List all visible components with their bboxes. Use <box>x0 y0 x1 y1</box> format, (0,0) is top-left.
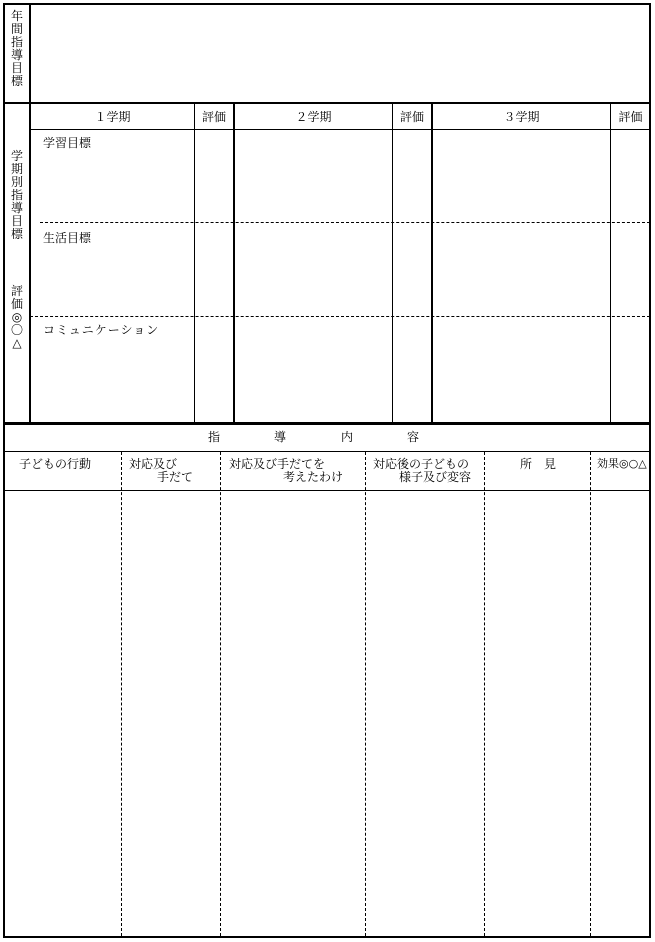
response-header-line1: 対応及び <box>129 457 178 471</box>
guidance-title-char-1: 指 <box>208 430 221 444</box>
col-divider-3 <box>365 452 366 936</box>
term1-eval-header: 評価 <box>201 110 226 124</box>
guidance-title-char-4: 容 <box>407 430 420 444</box>
findings-field[interactable] <box>486 492 589 935</box>
life-communication-divider <box>30 316 650 317</box>
term2-eval-right <box>431 103 433 423</box>
col-divider-4 <box>484 452 485 936</box>
life-goal-label: 生活目標 <box>43 231 92 245</box>
response-field[interactable] <box>123 492 219 935</box>
term-goals-label: 学 期 別 指 導 目 標 <box>10 149 23 241</box>
study-goal-label: 学習目標 <box>43 136 92 150</box>
annual-label-divider <box>29 4 31 103</box>
findings-header: 所 見 <box>520 457 557 471</box>
guidance-title-char-3: 内 <box>341 430 354 444</box>
term2-header: ２学期 <box>295 110 332 124</box>
evaluation-legend: 評 価 ◎ 〇 △ <box>10 284 23 350</box>
annual-goals-label: 年 間 指 導 目 標 <box>10 9 23 88</box>
term2-eval-header: 評価 <box>399 110 424 124</box>
term-label-divider <box>29 103 31 423</box>
term2-eval-left <box>392 103 393 423</box>
effect-header: 効果◎○△ <box>597 457 647 470</box>
communication-goal-label: コミュニケーション <box>43 323 160 337</box>
term3-eval-left <box>610 103 611 423</box>
term1-header: １学期 <box>94 110 131 124</box>
annual-section-bottom <box>4 102 650 104</box>
term-section-bottom <box>4 422 650 425</box>
guidance-header-bottom <box>4 490 650 491</box>
child-behavior-field[interactable] <box>5 492 120 935</box>
term-header-bottom <box>30 129 650 130</box>
study-life-divider <box>40 222 650 223</box>
response-header-line2: 手だて <box>157 470 194 484</box>
term3-header: ３学期 <box>503 110 540 124</box>
term3-eval-header: 評価 <box>618 110 643 124</box>
col-divider-5 <box>590 452 591 936</box>
child-behavior-header: 子どもの行動 <box>19 457 92 471</box>
effect-field[interactable] <box>592 492 649 935</box>
term1-eval-right <box>233 103 235 423</box>
reason-header-line2: 考えたわけ <box>283 470 344 484</box>
col-divider-2 <box>220 452 221 936</box>
annual-goals-field[interactable] <box>32 5 649 101</box>
reason-field[interactable] <box>222 492 364 935</box>
guidance-title-bottom <box>4 451 650 452</box>
col-divider-1 <box>121 452 122 936</box>
after-header-line2: 様子及び変容 <box>399 470 472 484</box>
after-field[interactable] <box>367 492 483 935</box>
guidance-title-char-2: 導 <box>274 430 287 444</box>
term1-eval-left <box>194 103 195 423</box>
after-header-line1: 対応後の子どもの <box>373 457 470 471</box>
reason-header-line1: 対応及び手だてを <box>229 457 326 471</box>
